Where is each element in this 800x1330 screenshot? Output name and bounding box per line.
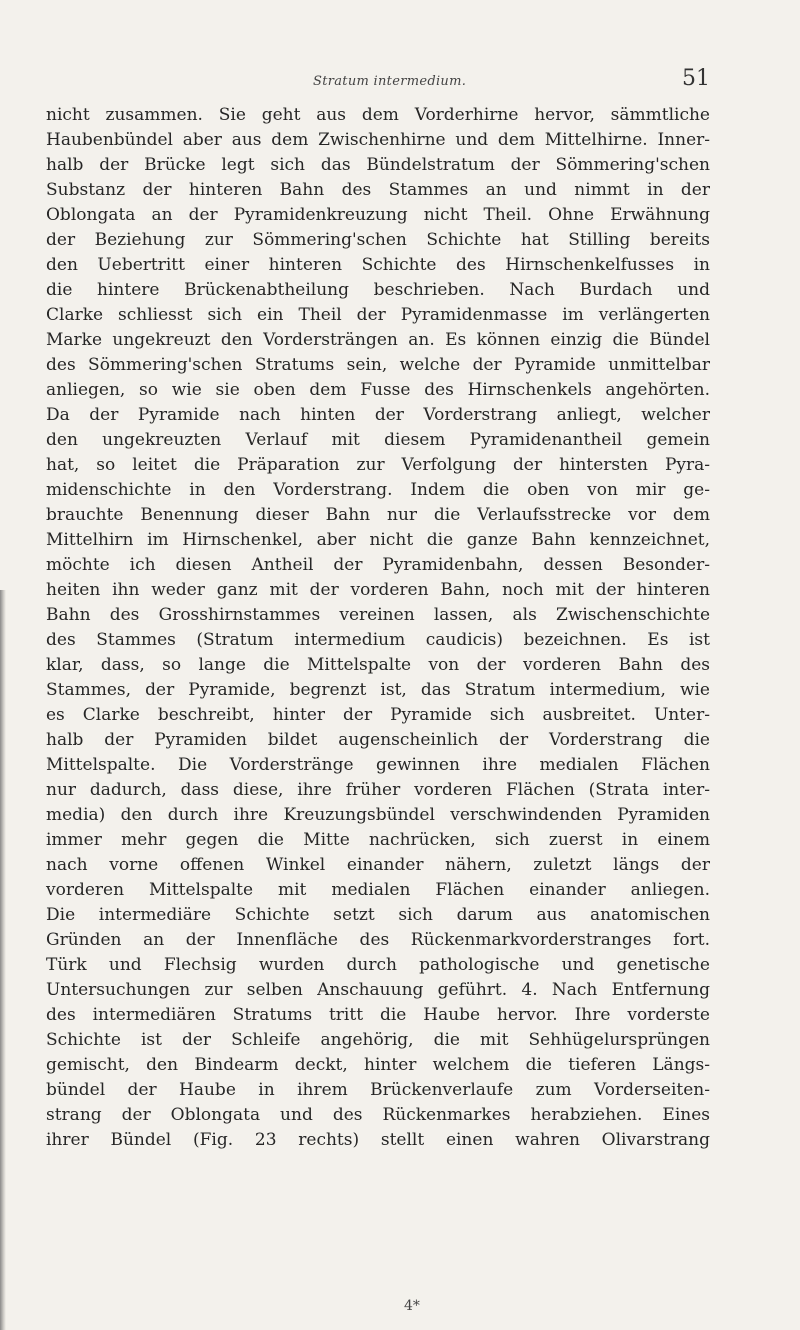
text-line: ihrer Bündel (Fig. 23 rechts) stellt einen wahren Olivarstrang xyxy=(46,1130,710,1150)
text-line: Gründen an der Innenfläche des Rückenmarkvorderstranges fort. xyxy=(46,930,710,950)
text-line: klar, dass, so lange die Mittelspalte von der vorderen Bahn des xyxy=(46,655,710,675)
text-line: nur dadurch, dass diese, ihre früher vorderen Flächen (Strata inter- xyxy=(46,780,710,800)
text-line: des Stammes (Stratum intermedium caudicis) bezeichnen. Es ist xyxy=(46,630,710,650)
text-line: Clarke schliesst sich ein Theil der Pyramidenmasse im verlängerten xyxy=(46,305,710,325)
text-line: Türk und Flechsig wurden durch pathologische und genetische xyxy=(46,955,710,975)
text-line: nach vorne offenen Winkel einander nähern, zuletzt längs der xyxy=(46,855,710,875)
text-line: immer mehr gegen die Mitte nachrücken, sich zuerst in einem xyxy=(46,830,710,850)
signature-mark: 4* xyxy=(404,1298,420,1314)
text-line: strang der Oblongata und des Rückenmarkes herabziehen. Eines xyxy=(46,1105,710,1125)
text-line: Die intermediäre Schichte setzt sich darum aus anatomischen xyxy=(46,905,710,925)
text-line: Stammes, der Pyramide, begrenzt ist, das Stratum intermedium, wie xyxy=(46,680,710,700)
text-line: vorderen Mittelspalte mit medialen Flächen einander anliegen. xyxy=(46,880,710,900)
text-line: Bahn des Grosshirnstammes vereinen lassen, als Zwischenschichte xyxy=(46,605,710,625)
text-line: Mittelhirn im Hirnschenkel, aber nicht die ganze Bahn kennzeichnet, xyxy=(46,530,710,550)
running-title: Stratum intermedium. xyxy=(313,74,467,89)
text-line: hat, so leitet die Präparation zur Verfolgung der hintersten Pyra- xyxy=(46,455,710,475)
text-line: media) den durch ihre Kreuzungsbündel verschwindenden Pyramiden xyxy=(46,805,710,825)
text-line: halb der Brücke legt sich das Bündelstratum der Sömmering'schen xyxy=(46,155,710,175)
text-line: des intermediären Stratums tritt die Haube hervor. Ihre vorderste xyxy=(46,1005,710,1025)
text-line: der Beziehung zur Sömmering'schen Schichte hat Stilling bereits xyxy=(46,230,710,250)
text-line: Schichte ist der Schleife angehörig, die mit Sehhügelursprüngen xyxy=(46,1030,710,1050)
page-edge-shadow xyxy=(0,590,6,1330)
text-line: anliegen, so wie sie oben dem Fusse des Hirnschenkels angehörten. xyxy=(46,380,710,400)
text-line: brauchte Benennung dieser Bahn nur die Verlaufsstrecke vor dem xyxy=(46,505,710,525)
text-line: Untersuchungen zur selben Anschauung geführt. 4. Nach Entfernung xyxy=(46,980,710,1000)
text-line: möchte ich diesen Antheil der Pyramidenbahn, dessen Besonder- xyxy=(46,555,710,575)
text-line: bündel der Haube in ihrem Brückenverlaufe zum Vorderseiten- xyxy=(46,1080,710,1100)
text-line: den Uebertritt einer hinteren Schichte des Hirnschenkelfusses in xyxy=(46,255,710,275)
text-line: Oblongata an der Pyramidenkreuzung nicht Theil. Ohne Erwähnung xyxy=(46,205,710,225)
text-line: Marke ungekreuzt den Vordersträngen an. Es können einzig die Bündel xyxy=(46,330,710,350)
text-line: midenschichte in den Vorderstrang. Indem die oben von mir ge- xyxy=(46,480,710,500)
text-line: Da der Pyramide nach hinten der Vorderstrang anliegt, welcher xyxy=(46,405,710,425)
text-line: die hintere Brückenabtheilung beschrieben. Nach Burdach und xyxy=(46,280,710,300)
text-line: des Sömmering'schen Stratums sein, welche der Pyramide unmittelbar xyxy=(46,355,710,375)
text-line: es Clarke beschreibt, hinter der Pyramide sich ausbreitet. Unter- xyxy=(46,705,710,725)
text-line: Mittelspalte. Die Vorderstränge gewinnen ihre medialen Flächen xyxy=(46,755,710,775)
text-line: den ungekreuzten Verlauf mit diesem Pyramidenantheil gemein xyxy=(46,430,710,450)
text-line: Substanz der hinteren Bahn des Stammes an und nimmt in der xyxy=(46,180,710,200)
text-line: nicht zusammen. Sie geht aus dem Vorderhirne hervor, sämmtliche xyxy=(46,105,710,125)
text-line: Haubenbündel aber aus dem Zwischenhirne und dem Mittelhirne. Inner- xyxy=(46,130,710,150)
text-line: heiten ihn weder ganz mit der vorderen Bahn, noch mit der hinteren xyxy=(46,580,710,600)
text-line: gemischt, den Bindearm deckt, hinter welchem die tieferen Längs- xyxy=(46,1055,710,1075)
page-number: 51 xyxy=(682,66,710,91)
text-line: halb der Pyramiden bildet augenscheinlich der Vorderstrang die xyxy=(46,730,710,750)
